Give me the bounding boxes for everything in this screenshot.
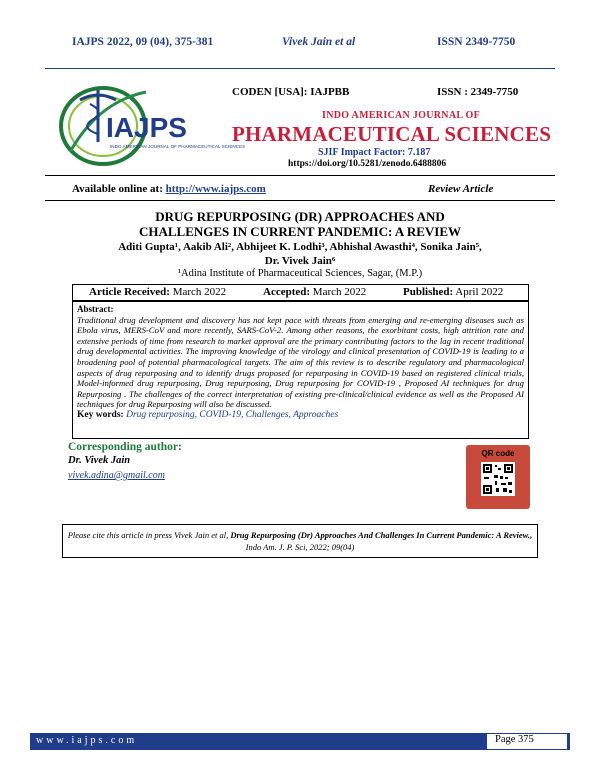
citation-box — [62, 524, 538, 558]
journal-url-link[interactable]: http://www.iajps.com — [165, 183, 266, 195]
page-number: Page 375 — [487, 734, 567, 749]
qr-code-icon — [481, 462, 515, 496]
journal-logo — [58, 82, 246, 167]
header-center: Vivek Jain et al — [282, 36, 356, 48]
citation-suffix: Indo Am. J. P. Sci, 2022; 09(04) — [245, 542, 355, 552]
citation-prefix: Please cite this article in press Vivek Jain et al, — [67, 530, 231, 540]
corresponding-name: Dr. Vivek Jain — [68, 455, 131, 466]
abstract-box — [72, 301, 529, 439]
title-line2: CHALLENGES IN CURRENT PANDEMIC: A REVIEW — [138, 224, 462, 239]
abstract-body: Traditional drug development and discovery has not kept pace with threats from emerging and re-emerging diseases such as Ebola virus, MERS-CoV and more recently, SARS-CoV-2. Among other reasons, the exorbitant costs, high attrition rate and extensive periods of time from research to market approval are the primary contributing factors to the lag in recent traditional drug developmental activities. The improving knowledge of the virology and clinical presentation of COVID-19 is leading to a broadening pool of potential pharmacological targets. The aim of this review is to describe regulatory and pharmacological aspects of drug repurposing and to identify drugs proposed for repurposing in COVID-19 based on registered clinical trials, Model-informed drug repurposing, Drug repurposing, Drug repurposing for COVID-19 , Proposed AI techniques for drug Repurposing . The challenges of the correct interpretation of existing pre-clinical/clinical evidence as well as the Proposed AI techniques for drug Repurposing will also be discussed. — [77, 314, 524, 410]
availability-prefix: Available online at: — [72, 183, 166, 195]
footer-url[interactable]: www.iajps.com — [36, 735, 138, 746]
corresponding-heading: Corresponding author: — [68, 441, 182, 453]
logo-subtext: INDO AMERICAN JOURNAL OF PHARMACEUTICAL SCIENCES — [110, 144, 246, 149]
masthead-divider — [45, 175, 555, 176]
article-title — [0, 209, 600, 239]
keywords-values: Drug repurposing, COVID-19, Challenges, Approaches — [126, 409, 339, 420]
title-line1: DRUG REPURPOSING (DR) APPROACHES AND — [155, 209, 445, 224]
accepted-date: Accepted: March 2022 — [263, 286, 367, 298]
affiliation: ¹Adina Institute of Pharmaceutical Sciences, Sagar, (M.P.) — [177, 268, 423, 279]
qr-label: QR code — [481, 449, 515, 458]
journal-name-line1: INDO AMERICAN JOURNAL OF — [322, 110, 481, 121]
doi-link[interactable]: https://doi.org/10.5281/zenodo.6488806 — [288, 159, 447, 169]
keywords-label: Key words: — [77, 409, 124, 420]
availability-divider — [45, 200, 555, 201]
header-divider — [45, 68, 555, 69]
abstract-heading: Abstract: — [77, 304, 114, 314]
authors-line2: Dr. Vivek Jain⁶ — [264, 255, 336, 267]
citation-title: Drug Repurposing (Dr) Approaches And Challenges In Current Pandemic: A Review., — [230, 530, 533, 540]
availability-line — [72, 183, 266, 195]
masthead-issn: ISSN : 2349-7750 — [437, 86, 519, 98]
article-type: Review Article — [428, 183, 494, 195]
header-right: ISSN 2349-7750 — [437, 36, 516, 48]
qr-code-box[interactable] — [466, 445, 530, 509]
coden: CODEN [USA]: IAJPBB — [232, 86, 350, 98]
journal-name-line2: PHARMACEUTICAL SCIENCES — [232, 122, 552, 146]
logo-text: IAJPS — [106, 112, 187, 143]
page-footer — [30, 733, 570, 750]
dates-box — [72, 284, 529, 301]
corresponding-email-link[interactable]: vivek.adina@gmail.com — [68, 470, 165, 481]
impact-factor: SJIF Impact Factor: 7.187 — [318, 147, 431, 158]
keywords — [77, 410, 524, 421]
published-date: Published: April 2022 — [403, 286, 504, 298]
author-list — [0, 240, 600, 268]
authors-line1: Aditi Gupta¹, Aakib Ali², Abhijeet K. Lodhi³, Abhishal Awasthi⁴, Sonika Jain⁵, — [118, 241, 482, 253]
received-date: Article Received: March 2022 — [89, 286, 227, 298]
header-left: IAJPS 2022, 09 (04), 375-381 — [72, 36, 214, 48]
